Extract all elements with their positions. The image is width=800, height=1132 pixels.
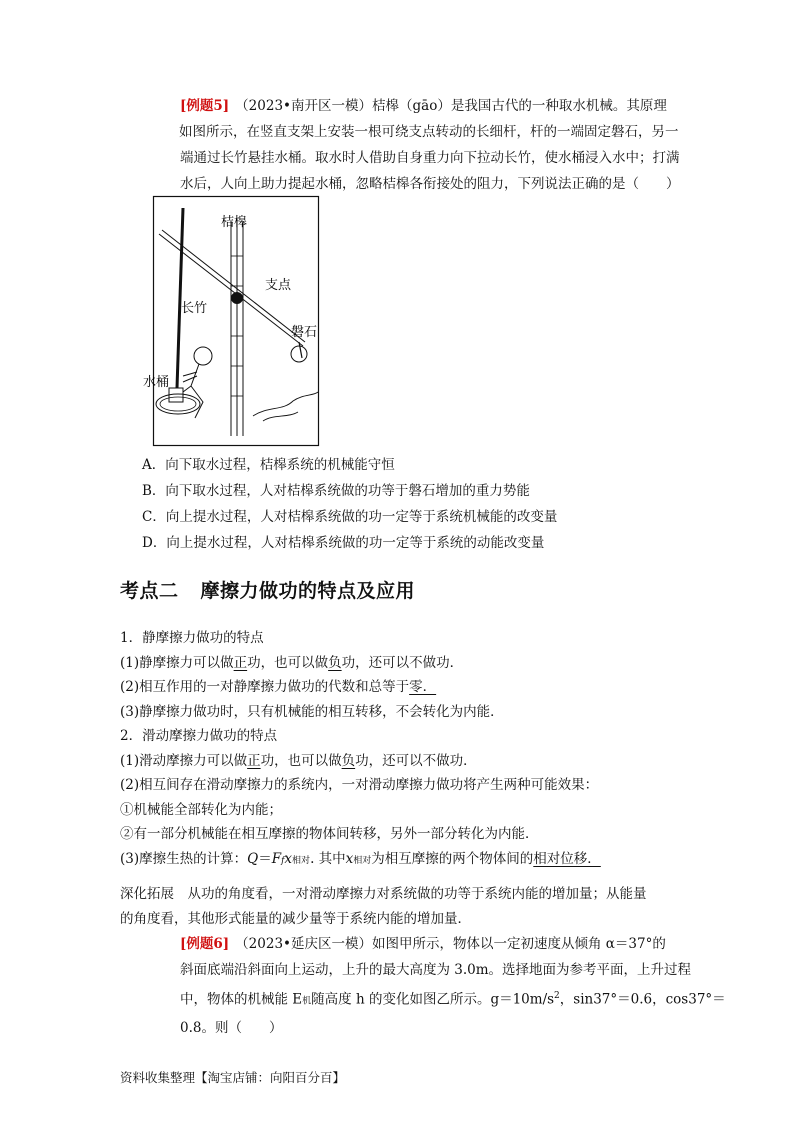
example5-line3: 端通过长竹悬挂水桶。取水时人借助自身重力向下拉动长竹，使水桶浸入水中；打满 [180, 150, 680, 166]
label-jiegao: 桔槔 [221, 215, 248, 230]
sliding-p3-b: . 其中 [310, 850, 346, 867]
section-number: 考点二 [120, 580, 179, 602]
deep-line2: 的角度看，其他形式能量的减少量等于系统内能的增加量． [120, 910, 471, 927]
example6-source: （2023•延庆区一模） [235, 936, 372, 952]
static-p3: (3)静摩擦力做功时，只有机械能的相互转移，不会转化为内能． [120, 703, 504, 720]
example6-tag: [例题6] [180, 936, 230, 952]
sliding-p1-u2: 负 [341, 752, 356, 769]
example6-text1: 如图甲所示，物体以一定初速度从倾角 α＝37°的 [372, 936, 666, 952]
option-d: D．向上提水过程，人对桔槔系统做的功一定等于系统的动能改变量 [142, 535, 545, 551]
sliding-c2: ②有一部分机械能在相互摩擦的物体间转移，另外一部分转化为内能． [120, 826, 539, 842]
example5-line4: 水后，人向上助力提起水桶，忽略桔槔各衔接处的阻力，下列说法正确的是（ ） [180, 176, 680, 192]
deep-extension [120, 882, 682, 931]
static-p1 [120, 651, 680, 676]
example5-tag: [例题5] [180, 98, 230, 114]
option-c: C．向上提水过程，人对桔槔系统做的功一定等于系统机械能的改变量 [142, 509, 558, 525]
pivot-point [231, 292, 243, 304]
static-p2-a: (2)相互作用的一对静摩擦力做功的代数和总等于 [120, 679, 410, 695]
label-zhidian: 支点 [265, 278, 292, 293]
sliding-p1-u1: 正 [247, 752, 261, 769]
stone-shape [291, 346, 307, 362]
formula-f-sub: f [281, 855, 285, 866]
static-p1-u2: 负 [328, 654, 342, 671]
sliding-p2: (2)相互间存在滑动摩擦力的系统内，一对滑动摩擦力做功将产生两种可能效果： [120, 777, 599, 793]
sliding-p3-u: 相对位移． [533, 850, 601, 867]
option-b: B．向下取水过程，人对桔槔系统做的功等于磐石增加的重力势能 [142, 483, 530, 499]
formula-x-sub: 相对 [292, 855, 311, 866]
sliding-heading: 2．滑动摩擦力做功的特点 [120, 728, 278, 744]
static-heading: 1．静摩擦力做功的特点 [120, 630, 264, 646]
body-text [120, 626, 680, 873]
example6-line2: 斜面底端沿斜面向上运动，上升的最大高度为 3.0m。选择地面为参考平面，上升过程 [180, 962, 692, 978]
page-footer: 资料收集整理【淘宝店铺：向阳百分百】 [120, 1070, 346, 1085]
static-p1-a: (1)静摩擦力可以做 [120, 654, 234, 671]
example6-block [180, 931, 726, 1041]
sliding-p3-a: (3)摩擦生热的计算： [120, 850, 248, 867]
example6-line1 [180, 931, 683, 957]
static-p1-b: 功，也可以做 [247, 654, 329, 671]
example5-line1 [180, 93, 685, 119]
sliding-p3-x-sub: 相对 [353, 855, 372, 866]
static-p1-c: 功，还可以不做功． [341, 654, 464, 671]
example5-block [180, 93, 685, 197]
options-list [142, 452, 557, 556]
sliding-p1-c: 功，还可以不做功． [355, 752, 477, 769]
sliding-p3 [120, 847, 680, 874]
formula-f: F [271, 850, 282, 867]
example5-source: （2023•南开区一模） [235, 98, 372, 114]
option-a: A．向下取水过程，桔槔系统的机械能守恒 [142, 457, 395, 473]
section-name: 摩擦力做功的特点及应用 [200, 580, 416, 602]
example6-line3 [180, 983, 726, 1015]
jiegao-figure [143, 196, 319, 446]
sliding-c1: ①机械能全部转化为内能； [120, 801, 282, 818]
jiegao-diagram [143, 196, 319, 446]
example6-line4: 0.8。则（ ） [180, 1019, 283, 1036]
static-p1-u1: 正 [233, 654, 248, 671]
sliding-p1-b: 功，也可以做 [260, 752, 342, 769]
example6-line3-b: 随高度 h 的变化如图乙所示。g＝10m/s [311, 991, 555, 1008]
formula-eq: ＝ [258, 850, 272, 867]
formula-q: Q [247, 850, 259, 867]
label-panshi: 磐石 [291, 325, 318, 340]
example6-line3-sup: 2 [554, 991, 560, 1001]
example6-line3-a: 中，物体的机械能 E [180, 991, 303, 1008]
example5-text1: 桔槔（gāo）是我国古代的一种取水机械。其原理 [372, 98, 667, 114]
example6-line3-sub: 机 [302, 996, 312, 1007]
static-p2-u: 零． [409, 679, 437, 695]
label-changzhu: 长竹 [181, 301, 208, 316]
example5-line2: 如图所示，在竖直支架上安装一根可绕支点转动的长细杆，杆的一端固定磐石，另一 [179, 124, 679, 140]
formula-x: x [284, 850, 293, 867]
label-shuitong: 水桶 [143, 375, 170, 390]
sliding-p1-a: (1)滑动摩擦力可以做 [120, 752, 248, 769]
sliding-p3-x: x [345, 850, 354, 867]
sliding-p1 [120, 749, 680, 774]
static-p2 [120, 675, 680, 700]
example6-line3-c: ，sin37°＝0.6，cos37°＝ [559, 991, 726, 1008]
section-title [120, 576, 415, 603]
sliding-p3-c: 为相互摩擦的两个物体间的 [371, 850, 534, 867]
deep-line1: 深化拓展 从功的角度看，一对滑动摩擦力对系统做的功等于系统内能的增加量；从能量 [120, 886, 647, 902]
